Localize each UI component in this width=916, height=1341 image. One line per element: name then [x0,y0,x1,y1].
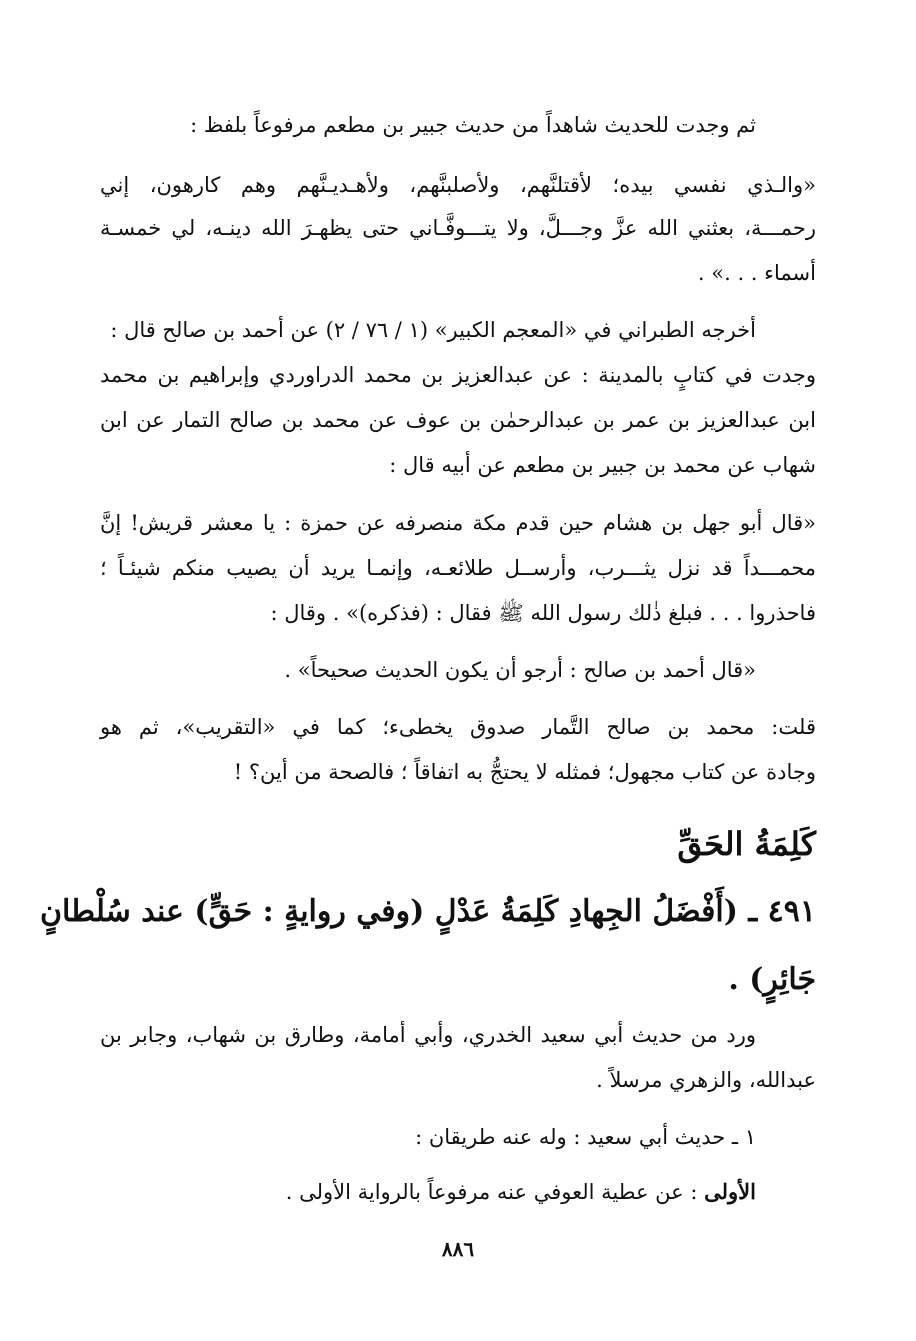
body-line-3: ١ ـ حديث أبي سعيد : وله عنه طريقان : [415,1125,756,1149]
hadith-quote-line-2: رحمـــة، بعثني الله عزَّ وجـــلَّ، ولا يتـــوفَّـاني حتى يظهـرَ الله دينـه، لي خمسـة [100,216,816,240]
text-line-isnad-3: شهاب عن محمد بن جبير بن مطعم عن أبيه قال : [389,453,816,477]
commentary-line-2: وجادة عن كتاب مجهول؛ فمثله لا يحتجُّ به اتفاقاً ؛ فالصحة من أين؟ ! [233,760,816,784]
quote-line-abu-jahl-1: «قال أبو جهل بن هشام حين قدم مكة منصرفه عن حمزة : يا معشر قريش! إنَّ [100,511,816,535]
hadith-quote-line-3: أسماء . . .» . [697,261,816,285]
page-number: ٨٨٦ [441,1237,475,1261]
quote-line-abu-jahl-3: فاحذروا . . . فبلغ ذٰلك رسول الله ﷺ فقال : (فذكره)» . وقال : [270,601,816,625]
body-line-2: عبدالله، والزهري مرسلاً . [596,1068,816,1092]
text-line-isnad-2: ابن عبدالعزيز بن عمر بن عبدالرحمٰن بن عوف عن محمد بن صالح التمار عن ابن [100,408,816,432]
commentary-line-1: قلت: محمد بن صالح التَّمار صدوق يخطىء؛ كما في «التقريب»، ثم هو [100,715,816,739]
quote-line-abu-jahl-2: محمـــداً قد نزل يثـــرب، وأرســل طلائعـه، وإنمـا يريد أن يصيب منكم شيئـاً ؛ [100,556,816,580]
text-line-takhrij: أخرجه الطبراني في «المعجم الكبير» (١ / ٧٦ / ٢) عن أحمد بن صالح قال : [110,318,756,342]
first-path-label: الأولى [704,1179,756,1204]
body-line-1: ورد من حديث أبي سعيد الخدري، وأبي أمامة، وطارق بن شهاب، وجابر بن [100,1023,756,1047]
section-title: كَلِمَةُ الحَقِّ [677,825,816,863]
hadith-heading-line-2: جَائِرٍ) . [728,962,816,997]
hadith-quote-line-1: «والـذي نفسي بيده؛ لأقتلنَّهم، ولأصلبنَّهم، ولأهـديـنَّهم وهم كارهون، إني [100,173,816,197]
text-line-isnad-1: وجدت في كتابٍ بالمدينة : عن عبدالعزيز بن محمد الدراوردي وإبراهيم بن محمد [100,363,816,387]
hadith-heading-line-1: ٤٩١ ـ (أَفْضَلُ الجِهادِ كَلِمَةُ عَدْلٍ (وفي روايةٍ : حَقٍّ) عند سُلْطانٍ [39,894,816,929]
body-line-4 [100,1177,756,1207]
first-path-text: : عن عطية العوفي عنه مرفوعاً بالرواية الأولى . [285,1180,698,1204]
text-line-intro: ثم وجدت للحديث شاهداً من حديث جبير بن مطعم مرفوعاً بلفظ : [190,113,756,137]
quote-line-ahmad: «قال أحمد بن صالح : أرجو أن يكون الحديث صحيحاً» . [284,658,756,682]
